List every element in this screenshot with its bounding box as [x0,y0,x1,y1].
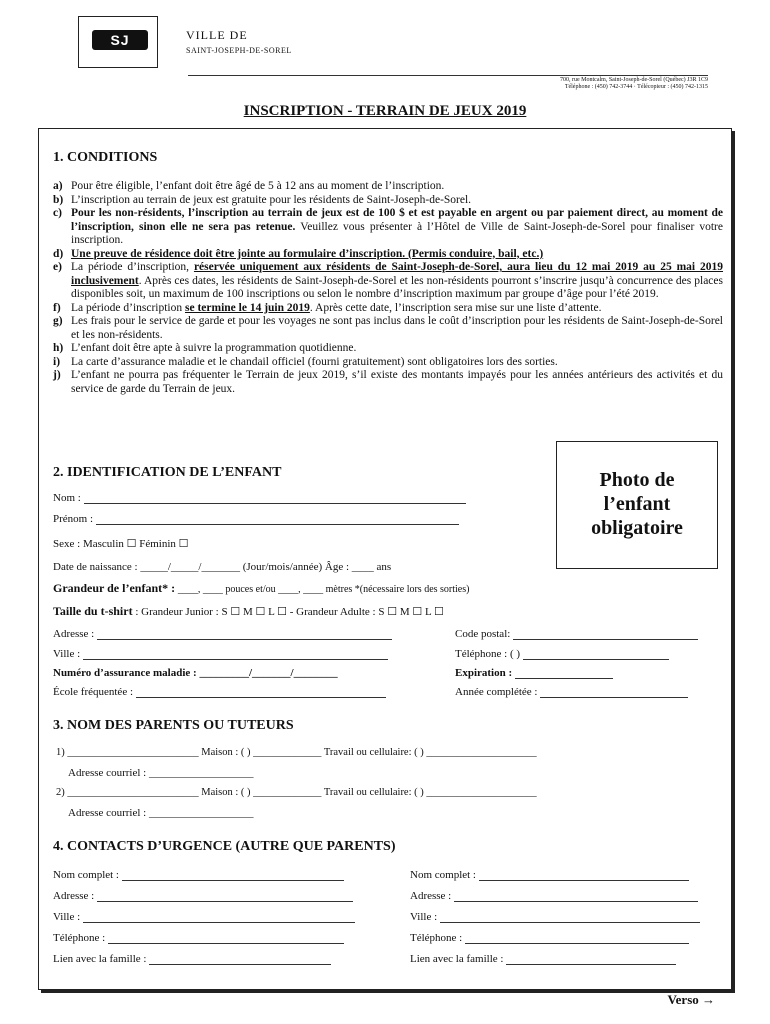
condition-text [71,248,723,262]
condition-text [71,261,723,302]
condition-letter: d) [53,247,64,260]
condition-text: L’enfant doit être apte à suivre la programmation quotidienne. [71,342,357,354]
emergency-2-nom[interactable] [410,869,689,881]
condition-i [53,356,723,370]
emergency-2-lien[interactable] [410,953,676,965]
condition-a [53,180,723,194]
input-line[interactable] [108,933,344,944]
condition-underlined-text: réservée uniquement aux résidents de Saint-Joseph-de-Sorel, aura lieu du 12 mai 2019 au 25 mai 2019 inclusivement [71,261,724,287]
field-label: Adresse : [410,890,452,902]
condition-underlined-text: se termine le 14 juin 2019 [185,301,310,314]
condition-h [53,342,723,356]
field-label: Téléphone : [53,932,106,944]
annee-field[interactable] [455,686,688,698]
emergency-2-telephone[interactable] [410,932,689,944]
city-logo [92,30,148,50]
tshirt-field[interactable] [53,604,444,619]
annee-label: Année complétée : [455,686,538,698]
ecole-field[interactable] [53,686,386,698]
condition-text [71,302,723,316]
field-label: Ville : [53,911,81,923]
sexe-field[interactable]: Sexe : Masculin ☐ Féminin ☐ [53,538,189,550]
emergency-1-lien[interactable] [53,953,331,965]
page-title: INSCRIPTION - TERRAIN DE JEUX 2019 [243,103,527,119]
field-label: Lien avec la famille : [53,953,147,965]
parent-1-email[interactable]: Adresse courriel : ___________________ [68,767,254,779]
input-line[interactable] [97,891,353,902]
expiration-label: Expiration : [455,667,513,679]
adresse-input-line[interactable] [97,629,392,640]
condition-letter: a) [53,180,63,192]
address-line: 700, rue Montcalm, Saint-Joseph-de-Sorel (Québec) J3R 1C9 [560,77,708,83]
telephone-field[interactable] [455,648,669,660]
prenom-label: Prénom : [53,513,94,525]
parent-2-row[interactable]: 2) _________________________ Maison : ( ) _____________ Travail ou cellulaire: ( ) _____________________ [56,787,537,798]
input-line[interactable] [122,870,344,881]
condition-text-part: . Après cette date, l’inscription sera mise sur une liste d’attente. [309,301,602,314]
nom-input-line[interactable] [84,493,466,504]
field-label: Ville : [410,911,438,923]
emergency-2-ville[interactable] [410,911,700,923]
ville-input-line[interactable] [83,649,388,660]
condition-text: L’enfant ne pourra pas fréquenter le Terrain de jeux 2019, s’il existe des montants impayés pour les années antérieurs des activités et du service de garde du Terrain de jeux. [71,369,723,395]
verso-label: Verso → [667,992,715,1007]
condition-letter: b) [53,193,64,206]
nom-field[interactable] [53,492,466,504]
ecole-label: École fréquentée : [53,686,134,698]
condition-letter: c) [53,207,62,219]
nam-field[interactable] [53,667,338,679]
condition-f [53,302,723,316]
ecole-input-line[interactable] [136,687,386,698]
input-line[interactable] [440,912,700,923]
input-line[interactable] [506,954,676,965]
parent-2-email[interactable]: Adresse courriel : ___________________ [68,807,254,819]
photo-label [557,468,717,540]
field-label: Téléphone : [410,932,463,944]
condition-text-part: La période d’inscription [71,301,186,314]
tshirt-options[interactable]: : Grandeur Junior : S ☐ M ☐ L ☐ - Grandeur Adulte : S ☐ M ☐ L ☐ [135,606,444,618]
city-subtitle: SAINT-JOSEPH-DE-SOREL [186,46,292,55]
phone-line: Téléphone : (450) 742-3744 · Télécopieur : (450) 742-1315 [564,84,708,90]
photo-label-line: Photo de [599,469,675,491]
grandeur-label: Grandeur de l’enfant* : [53,581,176,595]
condition-rest-text: Veuillez vous présenter à l’Hôtel de Ville de Saint-Joseph-de-Sorel pour finaliser votre inscription. [71,220,723,246]
condition-text: Les frais pour le service de garde et pour les voyages ne sont pas inclus dans le coût d’inscription pour les résidents de Saint-Joseph-de-Sorel et les non-résidents. [71,315,723,341]
condition-text-part: . Après ces dates, les résidents de Saint-Joseph-de-Sorel et les non-résidents pourront s’inscrire jusqu’à concurrence des places disponibles soit, un maximum de 100 inscriptions ou selon le nombre d’inscription maximum par groupe d’âge pour l’été 2019. [71,274,723,300]
condition-underlined-text: Une preuve de résidence doit être jointe au formulaire d’inscription. (Permis conduire, bail, etc.) [71,247,544,260]
condition-j [53,369,723,396]
section-emergency-title: 4. CONTACTS D’URGENCE (AUTRE QUE PARENTS) [53,839,396,854]
expiration-input-line[interactable] [515,668,613,679]
condition-d [53,248,723,262]
section-conditions-title: 1. CONDITIONS [53,150,158,165]
prenom-field[interactable] [53,513,459,525]
emergency-1-adresse[interactable] [53,890,353,902]
input-line[interactable] [83,912,355,923]
code-postal-label: Code postal: [455,628,511,640]
logo-text: SJ [110,32,130,48]
condition-e [53,261,723,302]
ville-label: Ville : [53,648,81,660]
code-postal-input-line[interactable] [513,629,698,640]
condition-c [53,207,723,248]
annee-input-line[interactable] [540,687,688,698]
expiration-field[interactable] [455,667,613,679]
header-divider [188,75,708,76]
condition-text: L’inscription au terrain de jeux est gratuite pour les résidents de Saint-Joseph-de-Sorel. [71,193,472,206]
conditions-list [53,180,723,396]
condition-letter: i) [53,355,61,368]
input-line[interactable] [149,954,331,965]
photo-label-line: l’enfant [603,493,671,515]
prenom-input-line[interactable] [96,514,459,525]
city-title: VILLE DE [186,28,248,42]
field-label: Nom complet : [53,869,119,881]
condition-text: La carte d’assurance maladie et le chandail officiel (fourni gratuitement) sont obligatoires lors des sorties. [71,355,558,368]
input-line[interactable] [454,891,698,902]
photo-label-line: obligatoire [591,517,683,539]
emergency-1-nom[interactable] [53,869,344,881]
code-postal-field[interactable] [455,628,698,640]
emergency-1-ville[interactable] [53,911,355,923]
condition-text: Pour être éligible, l’enfant doit être âgé de 5 à 12 ans au moment de l’inscription. [71,180,445,192]
condition-letter: f) [53,301,61,314]
dob-field[interactable]: Date de naissance : _____/_____/_______ (Jour/mois/année) Âge : ____ ans [53,561,392,573]
condition-letter: e) [53,261,62,273]
field-label: Nom complet : [410,869,476,881]
condition-text-part: La période d’inscription, [71,261,194,273]
condition-bold-text: Pour les non-résidents, l’inscription au terrain de jeux est de 100 $ et est payable en argent ou par paiement direct, au moment de l’inscription, sinon elle ne sera pas retenue. [71,207,723,233]
field-label: Adresse : [53,890,95,902]
emergency-1-telephone[interactable] [53,932,344,944]
nam-input-line[interactable]: _________/_______/________ [199,667,338,679]
condition-b [53,194,723,208]
condition-g [53,315,723,342]
input-line[interactable] [465,933,689,944]
ville-field[interactable] [53,648,388,660]
adresse-field[interactable] [53,628,392,640]
parent-1-row[interactable]: 1) _________________________ Maison : ( ) _____________ Travail ou cellulaire: ( ) _____________________ [56,747,537,758]
field-label: Lien avec la famille : [410,953,504,965]
nom-label: Nom : [53,492,81,504]
condition-letter: h) [53,342,64,354]
grandeur-field[interactable] [53,581,469,596]
photo-placeholder [556,441,718,569]
condition-letter: g) [53,315,63,327]
emergency-2-adresse[interactable] [410,890,698,902]
section-parents-title: 3. NOM DES PARENTS OU TUTEURS [53,718,294,733]
telephone-label: Téléphone : ( ) [455,648,521,660]
tshirt-label: Taille du t-shirt [53,604,133,618]
condition-letter: j) [53,369,61,381]
nam-label: Numéro d’assurance maladie : [53,667,197,679]
section-child-id-title: 2. IDENTIFICATION DE L’ENFANT [53,465,282,480]
condition-text [71,207,723,248]
adresse-label: Adresse : [53,628,95,640]
grandeur-inputs[interactable]: ____, ____ pouces et/ou ____, ____ mètres *(nécessaire lors des sorties) [177,584,470,595]
input-line[interactable] [479,870,689,881]
telephone-input-line[interactable] [523,649,669,660]
